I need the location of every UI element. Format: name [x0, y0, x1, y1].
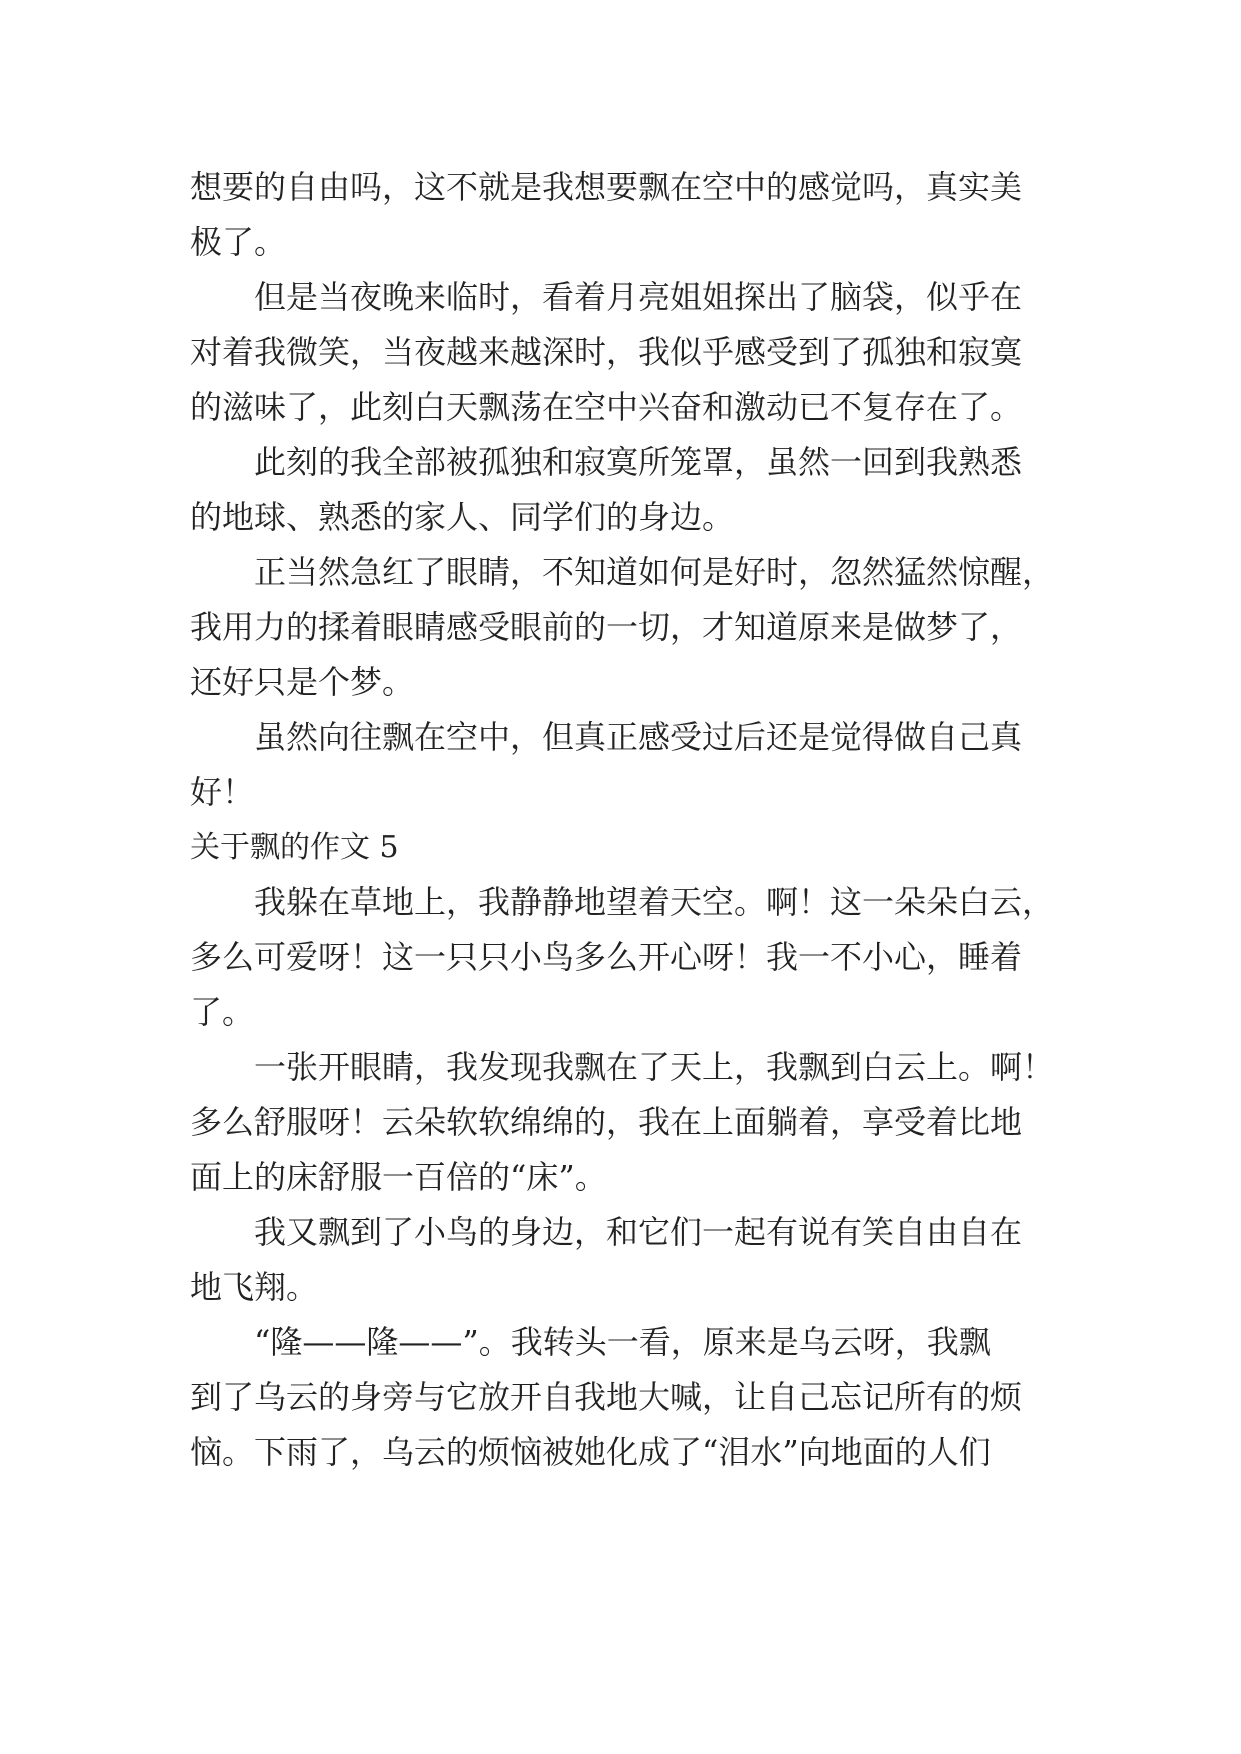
- text-line: 的地球、熟悉的家人、同学们的身边。: [190, 498, 735, 536]
- text-line: 对着我微笑，当夜越来越深时，我似乎感受到了孤独和寂寞: [190, 333, 1023, 371]
- text-line: 正当然急红了眼睛，不知道如何是好时，忽然猛然惊醒，: [254, 553, 1055, 591]
- text-line: 我用力的揉着眼睛感受眼前的一切，才知道原来是做梦了，: [190, 608, 1023, 646]
- document-body: [190, 160, 1055, 1480]
- text-line: 此刻的我全部被孤独和寂寞所笼罩，虽然一回到我熟悉: [254, 443, 1023, 481]
- text-line: 但是当夜晚来临时，看着月亮姐姐探出了脑袋，似乎在: [254, 278, 1023, 316]
- text-line: 虽然向往飘在空中，但真正感受过后还是觉得做自己真: [254, 718, 1023, 756]
- text-line: 极了。: [190, 223, 287, 261]
- text-line: 了。: [190, 993, 255, 1031]
- text-line: 恼。下雨了，乌云的烦恼被她化成了“泪水”向地面的人们: [190, 1433, 991, 1471]
- text-line: 到了乌云的身旁与它放开自我地大喊，让自己忘记所有的烦: [190, 1378, 1023, 1416]
- text-line: 多么舒服呀！云朵软软绵绵的，我在上面躺着，享受着比地: [190, 1103, 1023, 1141]
- text-line: 面上的床舒服一百倍的“床”。: [190, 1158, 607, 1196]
- text-line: 多么可爱呀！这一只只小鸟多么开心呀！我一不小心，睡着: [190, 938, 1023, 976]
- text-line: 我躲在草地上，我静静地望着天空。啊！这一朵朵白云，: [254, 883, 1055, 921]
- text-line: 一张开眼睛，我发现我飘在了天上，我飘到白云上。啊！: [254, 1048, 1055, 1086]
- text-line: 地飞翔。: [190, 1268, 319, 1306]
- text-line: 好！: [190, 773, 255, 811]
- text-line: 我又飘到了小鸟的身边，和它们一起有说有笑自由自在: [254, 1213, 1023, 1251]
- text-line: “隆——隆——”。我转头一看，原来是乌云呀，我飘: [254, 1323, 991, 1361]
- section-heading: 关于飘的作文 5: [190, 830, 399, 865]
- text-line: 还好只是个梦。: [190, 663, 415, 701]
- text-line: 的滋味了，此刻白天飘荡在空中兴奋和激动已不复存在了。: [190, 388, 1023, 426]
- text-line: 想要的自由吗，这不就是我想要飘在空中的感觉吗，真实美: [190, 168, 1023, 206]
